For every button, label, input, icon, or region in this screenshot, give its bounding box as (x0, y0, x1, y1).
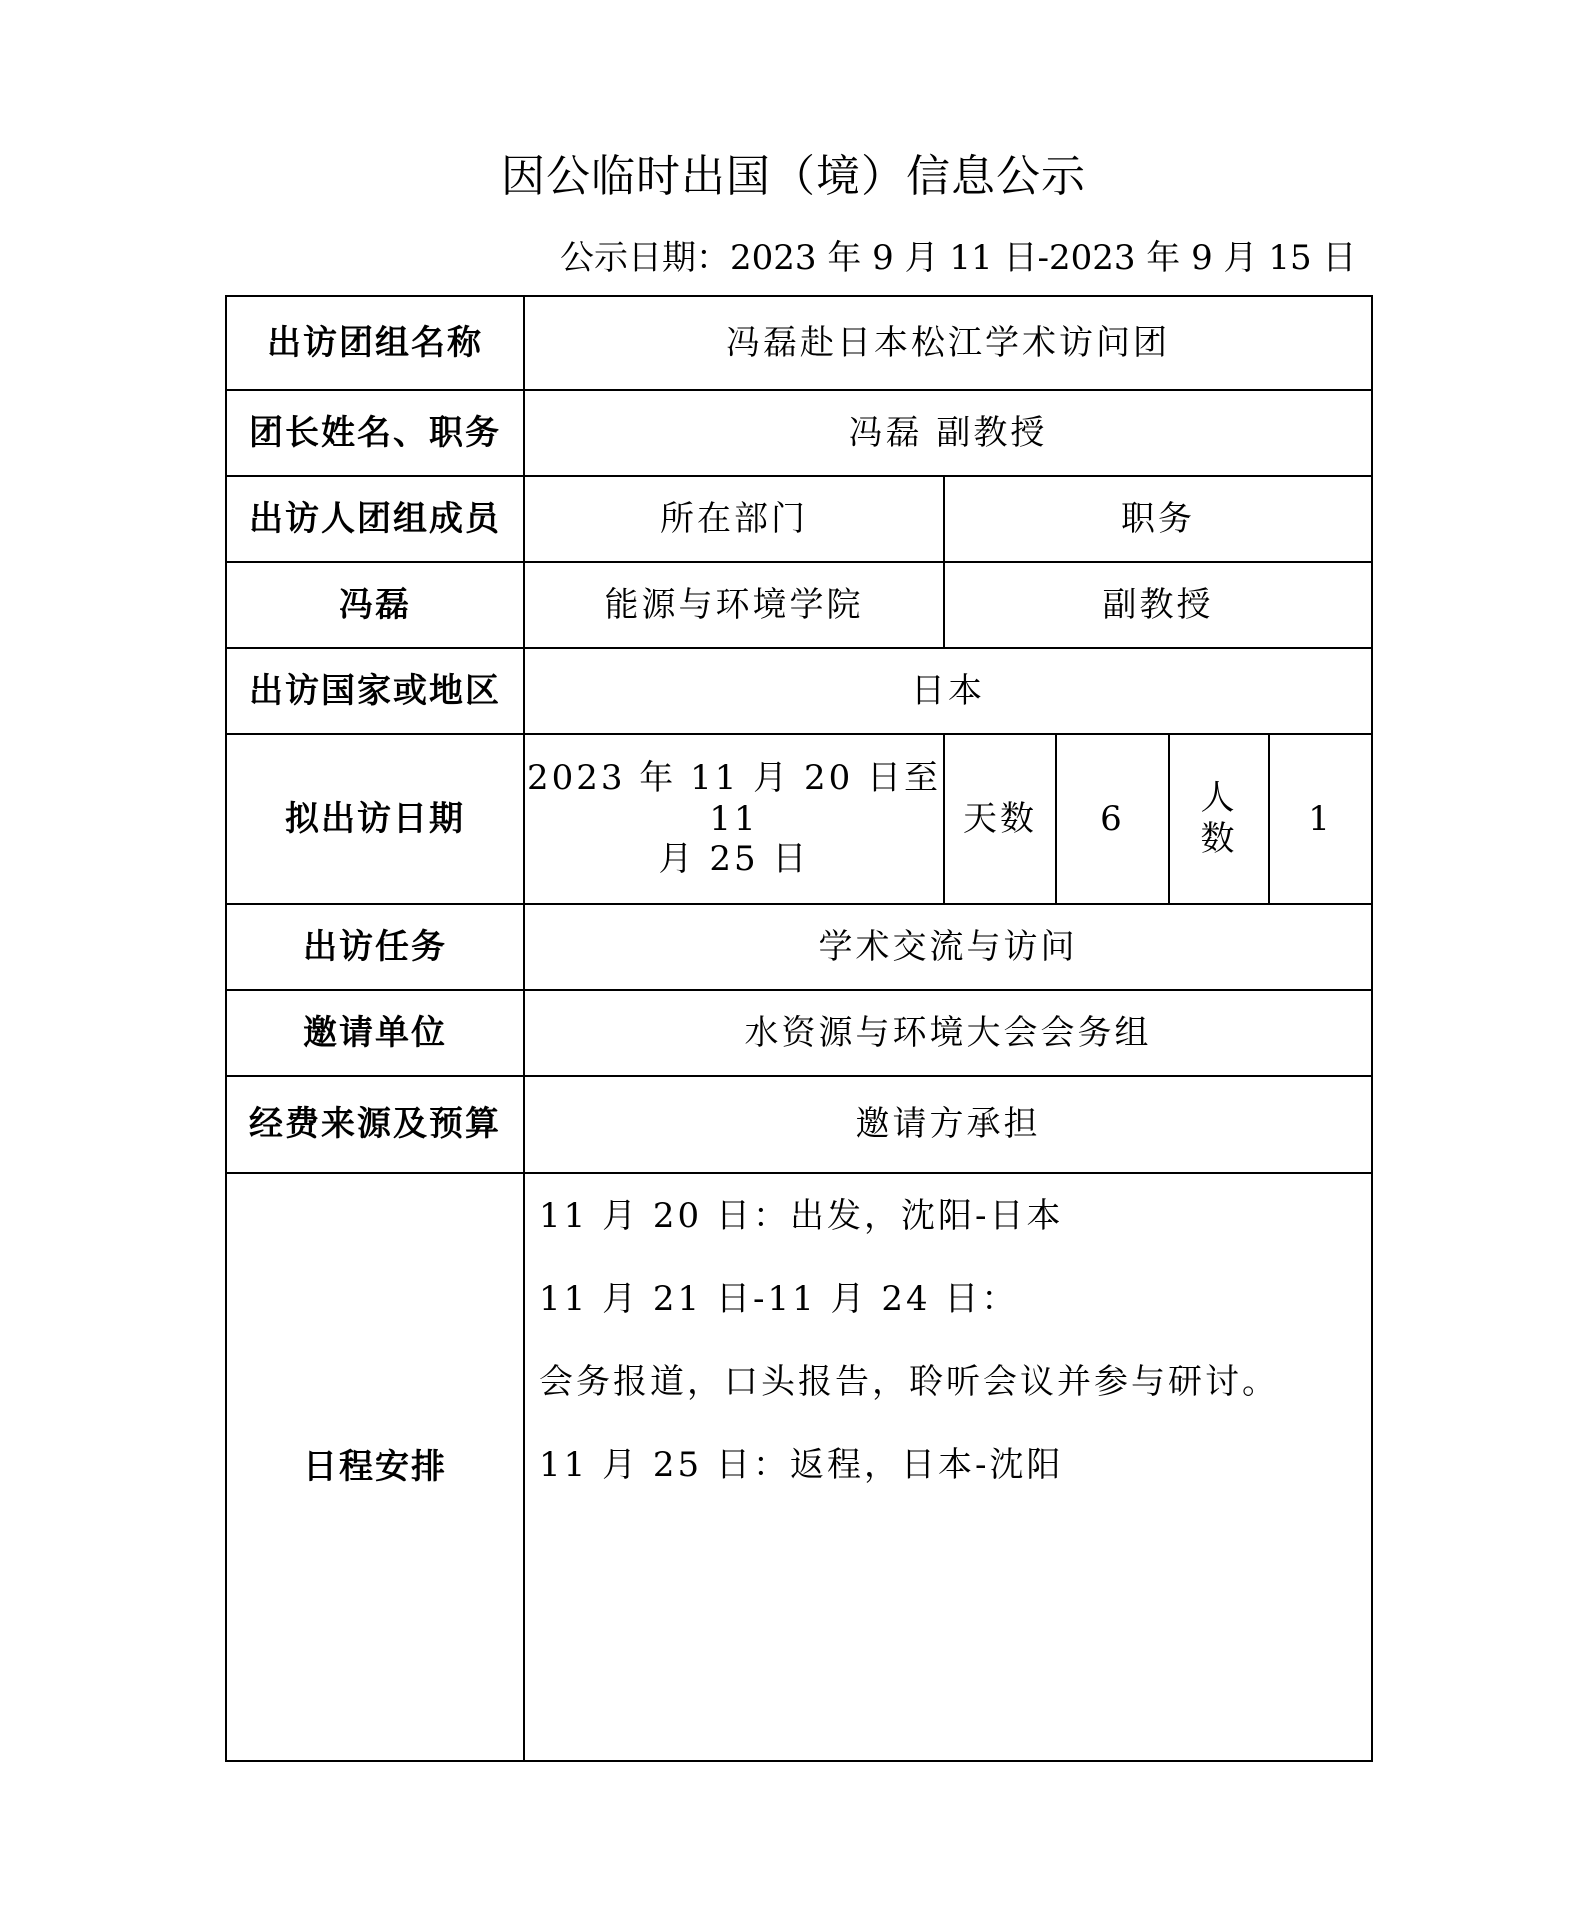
inviter-label: 邀请单位 (226, 990, 524, 1076)
member-position: 副教授 (944, 562, 1372, 648)
people-label-line2: 数 (1200, 819, 1238, 859)
schedule-content (524, 1173, 1372, 1761)
days-value: 6 (1056, 734, 1169, 904)
table-row (226, 648, 1372, 734)
table-row (226, 734, 1372, 904)
table-row (226, 296, 1372, 390)
leader-value: 冯磊 副教授 (524, 390, 1372, 476)
funding-value: 邀请方承担 (524, 1076, 1372, 1173)
people-value: 1 (1269, 734, 1372, 904)
page-title: 因公临时出国（境）信息公示 (501, 151, 1086, 202)
task-value: 学术交流与访问 (524, 904, 1372, 990)
table-row (226, 990, 1372, 1076)
schedule-line: 11 月 20 日：出发，沈阳-日本 (539, 1196, 1064, 1236)
days-label: 天数 (944, 734, 1056, 904)
schedule-line: 11 月 25 日：返程，日本-沈阳 (539, 1445, 1064, 1485)
table-row (226, 1076, 1372, 1173)
members-label: 出访人团组成员 (226, 476, 524, 562)
funding-label: 经费来源及预算 (226, 1076, 524, 1173)
schedule-line: 会务报道，口头报告，聆听会议并参与研讨。 (539, 1362, 1279, 1402)
schedule-line: 11 月 21 日-11 月 24 日： (539, 1279, 1019, 1319)
member-dept: 能源与环境学院 (524, 562, 944, 648)
dept-header: 所在部门 (524, 476, 944, 562)
group-name-value: 冯磊赴日本松江学术访问团 (524, 296, 1372, 390)
table-row (226, 1173, 1372, 1761)
inviter-value: 水资源与环境大会会务组 (524, 990, 1372, 1076)
country-value: 日本 (524, 648, 1372, 734)
date-value (524, 734, 944, 904)
member-name: 冯磊 (226, 562, 524, 648)
schedule-label: 日程安排 (226, 1173, 524, 1761)
people-label-line1: 人 (1200, 778, 1238, 819)
leader-label: 团长姓名、职务 (226, 390, 524, 476)
info-table (225, 295, 1373, 1762)
date-value-line2: 月 25 日 (658, 839, 810, 880)
table-row (226, 904, 1372, 990)
position-header: 职务 (944, 476, 1372, 562)
table-row (226, 562, 1372, 648)
date-value-line1: 2023 年 11 月 20 日至 11 (526, 757, 942, 839)
people-label (1169, 734, 1269, 904)
task-label: 出访任务 (226, 904, 524, 990)
group-name-label: 出访团组名称 (226, 296, 524, 390)
notice-date: 公示日期：2023 年 9 月 11 日-2023 年 9 月 15 日 (560, 238, 1357, 278)
table-row (226, 476, 1372, 562)
table-row (226, 390, 1372, 476)
date-label: 拟出访日期 (226, 734, 524, 904)
country-label: 出访国家或地区 (226, 648, 524, 734)
